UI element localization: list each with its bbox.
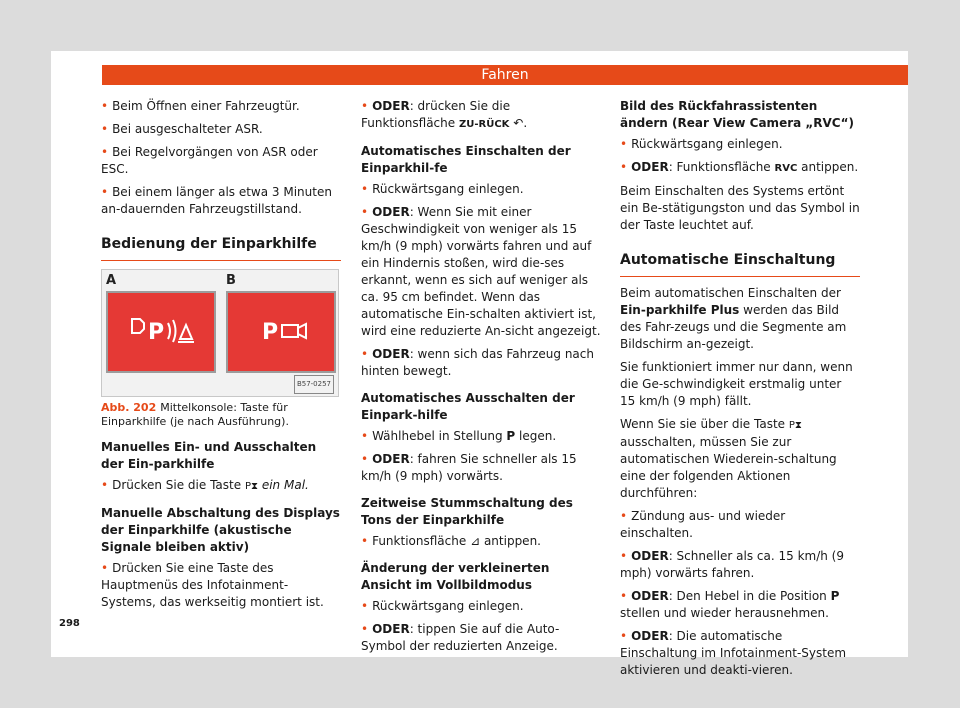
bullet-icon: • xyxy=(620,549,628,563)
bullet-icon: • xyxy=(101,122,109,136)
figure-console xyxy=(101,269,339,397)
list-item: • Rückwärtsgang einlegen. xyxy=(620,137,783,151)
list-item: • Drücken Sie die Taste P⧗ ein Mal. xyxy=(101,478,309,492)
bullet-icon: • xyxy=(620,629,628,643)
bullet-icon: • xyxy=(361,429,369,443)
parking-camera-icon xyxy=(228,293,334,371)
list-item: • Rückwärtsgang einlegen. xyxy=(361,599,524,613)
bullet-icon: • xyxy=(101,561,109,575)
list-item: • Rückwärtsgang einlegen. xyxy=(361,182,524,196)
chapter-header: Fahren xyxy=(102,65,908,85)
subheading: Zeitweise Stummschaltung des Tons der Einparkhilfe xyxy=(361,496,573,527)
section-title: Bedienung der Einparkhilfe xyxy=(101,230,341,261)
bullet-icon: • xyxy=(361,622,369,636)
list-item: • ODER: Den Hebel in die Position P stellen und wieder herausnehmen. xyxy=(620,589,840,620)
figure-label-a: A xyxy=(106,273,117,288)
page-sheet xyxy=(51,51,908,677)
parking-p-glyph: P xyxy=(148,320,165,345)
list-item: • Drücken Sie eine Taste des Hauptmenüs des Infotainment-Systems, das werkseitig montiert ist. xyxy=(101,561,324,609)
list-item: • ODER: wenn sich das Fahrzeug nach hinten bewegt. xyxy=(361,347,594,378)
mute-icon: ⊿ xyxy=(470,534,481,548)
list-item: • ODER: drücken Sie die Funktionsfläche ZU-RÜCK ↶. xyxy=(361,99,528,130)
bullet-icon: • xyxy=(101,478,109,492)
parking-sensor-icon xyxy=(108,293,214,371)
section-title: Automatische Einschaltung xyxy=(620,246,860,277)
subheading: Änderung der verkleinerten Ansicht im Vollbildmodus xyxy=(361,561,550,592)
parking-button-b xyxy=(226,291,336,373)
figure-code: B57-0257 xyxy=(294,375,334,394)
list-item: • Bei einem länger als etwa 3 Minuten an-dauernden Fahrzeugstillstand. xyxy=(101,185,332,216)
parking-button-a xyxy=(106,291,216,373)
subheading: Automatisches Ausschalten der Einpark-hilfe xyxy=(361,391,575,422)
bullet-icon: • xyxy=(620,509,628,523)
bullet-icon: • xyxy=(361,99,369,113)
parking-icon: P⧗ xyxy=(788,420,802,431)
subheading: Bild des Rückfahrassistenten ändern (Rear View Camera „RVC“) xyxy=(620,99,854,130)
bullet-icon: • xyxy=(361,347,369,361)
paragraph: Sie funktioniert immer nur dann, wenn die Ge-schwindigkeit erstmalig unter 15 km/h (9 mph) fällt. xyxy=(620,360,853,408)
figure-label-b: B xyxy=(226,273,236,288)
parking-icon: P⧗ xyxy=(244,481,259,492)
column-3 xyxy=(620,98,860,685)
bullet-icon: • xyxy=(361,534,369,548)
subheading: Manuelle Abschaltung des Displays der Einparkhilfe (akustische Signale bleiben aktiv) xyxy=(101,506,340,554)
bullet-icon: • xyxy=(101,145,109,159)
paragraph: Beim Einschalten des Systems ertönt ein Be-stätigungston und das Symbol in der Taste leuchtet auf. xyxy=(620,184,860,232)
list-item: • ODER: tippen Sie auf die Auto-Symbol der reduzierten Anzeige. xyxy=(361,622,560,653)
subheading: Manuelles Ein- und Ausschalten der Ein-parkhilfe xyxy=(101,440,317,471)
list-item: • Bei Regelvorgängen von ASR oder ESC. xyxy=(101,145,318,176)
bullet-icon: • xyxy=(101,99,109,113)
list-item: • ODER: Schneller als ca. 15 km/h (9 mph) vorwärts fahren. xyxy=(620,549,844,580)
bullet-icon: • xyxy=(620,137,628,151)
bullet-icon: • xyxy=(361,452,369,466)
subheading: Automatisches Einschalten der Einparkhil-fe xyxy=(361,144,571,175)
list-item: • Bei ausgeschalteter ASR. xyxy=(101,122,263,136)
list-item: • ODER: Die automatische Einschaltung im Infotainment-System aktivieren und deakti-vieren. xyxy=(620,629,847,677)
parking-p-glyph: P xyxy=(262,320,279,345)
column-2 xyxy=(361,98,601,661)
column-1 xyxy=(101,98,341,617)
paragraph: Beim automatischen Einschalten der Ein-parkhilfe Plus werden das Bild des Fahr-zeugs und die Segmente am Bildschirm an-gezeigt. xyxy=(620,286,847,351)
rvc-key: RVC xyxy=(774,163,798,174)
bullet-icon: • xyxy=(620,160,628,174)
list-item: • Wählhebel in Stellung P legen. xyxy=(361,429,557,443)
paragraph: Wenn Sie sie über die Taste P⧗ ausschalten, müssen Sie zur automatischen Wiederein-schaltung eine der folgenden Aktionen durchführen: xyxy=(620,417,837,500)
bullet-icon: • xyxy=(101,185,109,199)
figure-caption: Abb. 202 Mittelkonsole: Taste für Einparkhilfe (je nach Ausführung). xyxy=(101,401,289,428)
page-number: 298 xyxy=(59,618,80,629)
bullet-icon: • xyxy=(361,205,369,219)
list-item: • Zündung aus- und wieder einschalten. xyxy=(620,509,786,540)
bullet-icon: • xyxy=(361,599,369,613)
list-item: • ODER: fahren Sie schneller als 15 km/h (9 mph) vorwärts. xyxy=(361,452,577,483)
list-item: • Funktionsfläche ⊿ antippen. xyxy=(361,534,541,548)
list-item: • ODER: Funktionsfläche RVC antippen. xyxy=(620,160,859,174)
back-icon: ↶ xyxy=(513,116,524,130)
list-item: • ODER: Wenn Sie mit einer Geschwindigkeit von weniger als 15 km/h (9 mph) vorwärts fahren und auf ein Hindernis stoßen, wird die-ses erkannt, wenn es sich auf weniger als ca. 95 cm befindet. Wenn das automatische Ein-schalten aktiviert ist, wird eine reduzierte An-sicht angezeigt. xyxy=(361,205,601,338)
bullet-icon: • xyxy=(620,589,628,603)
zurueck-key: ZU-RÜCK xyxy=(458,119,510,130)
bullet-icon: • xyxy=(361,182,369,196)
list-item: • Beim Öffnen einer Fahrzeugtür. xyxy=(101,99,300,113)
